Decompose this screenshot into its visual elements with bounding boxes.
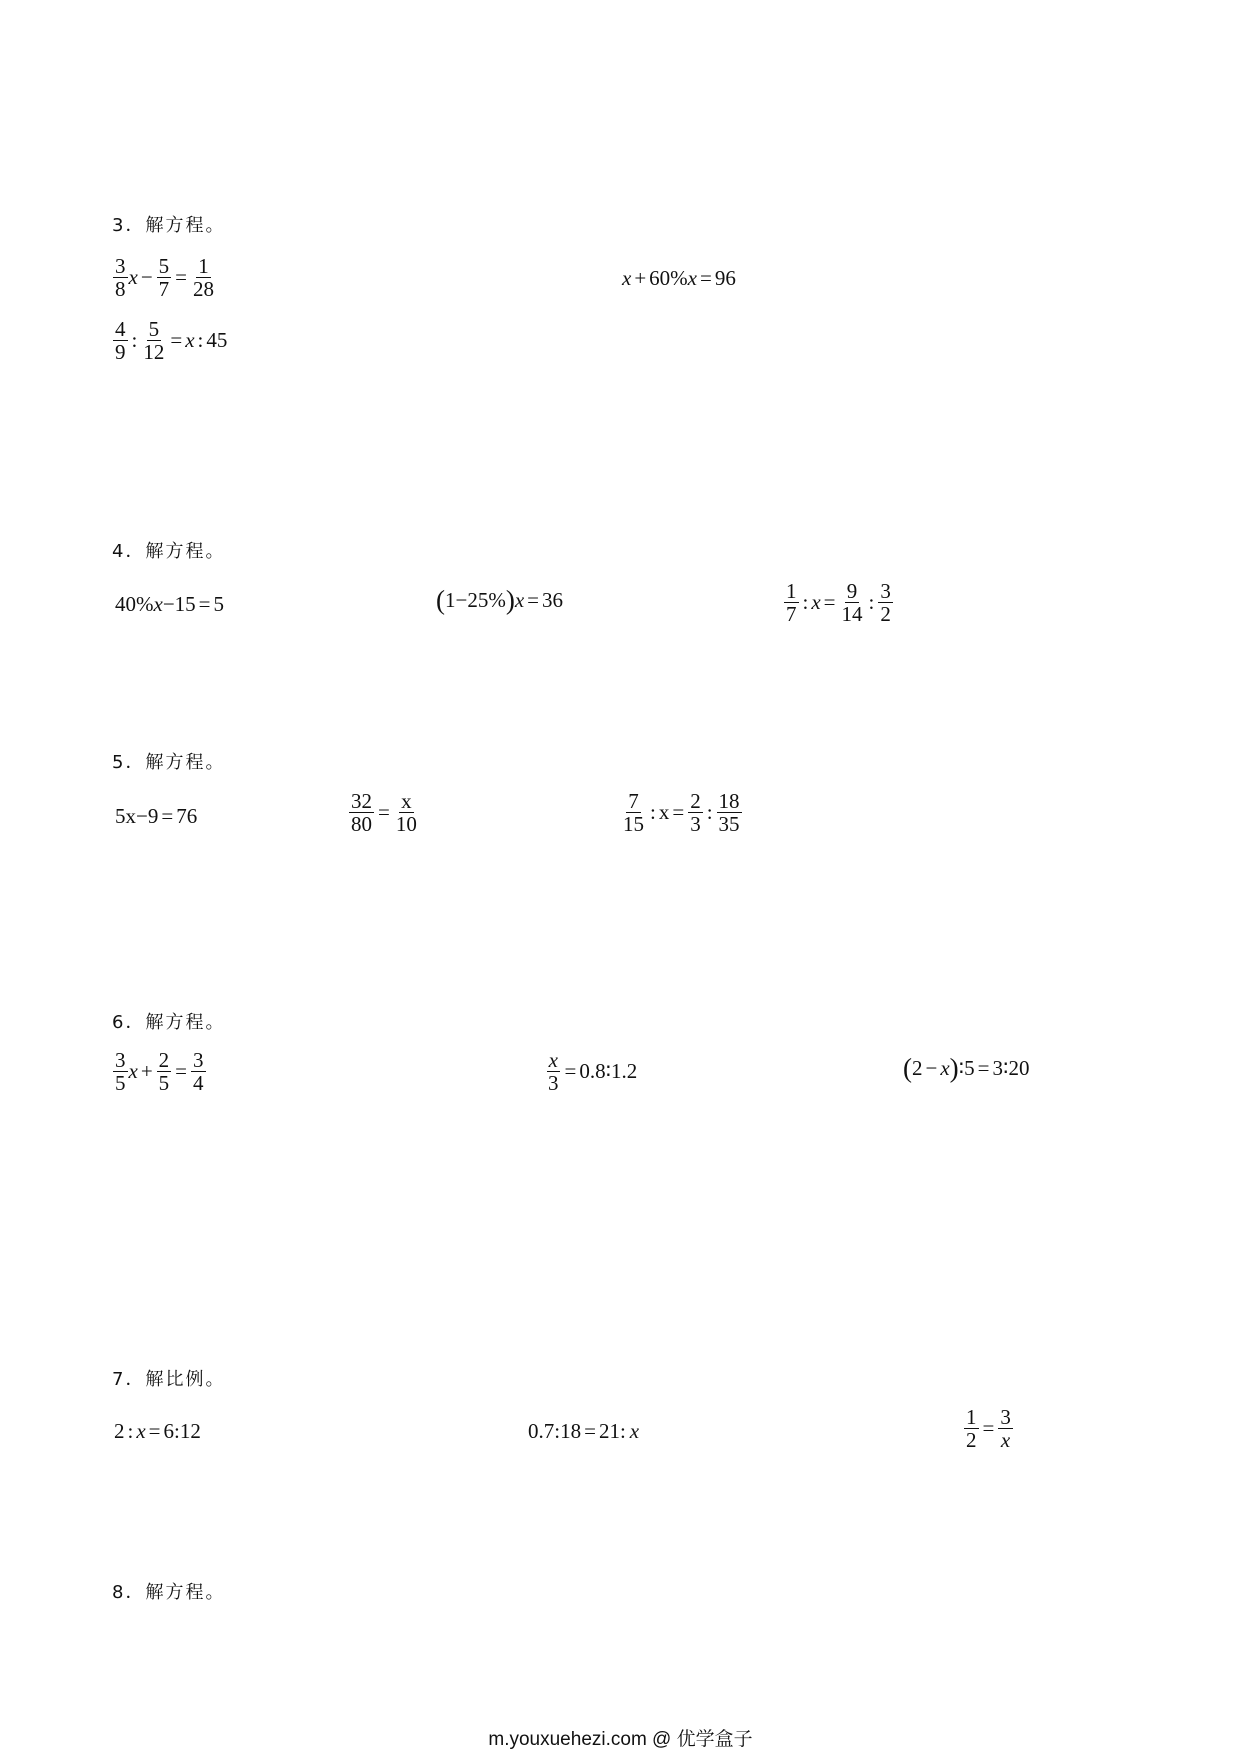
question-7-heading: 7．解比例。 <box>112 1369 226 1390</box>
q7-equation-1: 2 : x = 6:12 <box>114 1419 201 1443</box>
question-5-heading: 5．解方程。 <box>112 752 226 773</box>
q6-equation-1: $\frac{3}{5}$ x + $\frac{2}{5}$ = $\frac{3}{4}$ <box>115 1048 204 1095</box>
q6-equation-2: $\frac{x}{3}$ = 0.8∶1.2 <box>548 1048 638 1095</box>
fraction: $\frac{1}{2}$ <box>966 1405 977 1452</box>
q4-equation-3: $\frac{1}{7}$ : x = $\frac{9}{14}$ : $\frac{3}{2}$ <box>786 579 891 626</box>
question-4-heading: 4．解方程。 <box>112 541 226 562</box>
q4-equation-1: 40% x −15 = 5 <box>115 592 225 616</box>
question-8-heading: 8．解方程。 <box>112 1582 226 1603</box>
fraction: $\frac{x}{10}$ <box>395 789 417 836</box>
fraction: $\frac{4}{9}$ <box>115 317 126 364</box>
q6-equation-3: ( 2 − x ) ∶5 = 3∶20 <box>903 1053 1030 1083</box>
question-3-heading: 3．解方程。 <box>112 215 226 236</box>
question-6-heading: 6．解方程。 <box>112 1012 226 1033</box>
q4-equation-2: ( 1−25% ) x = 36 <box>436 585 564 615</box>
fraction: $\frac{3}{8}$ <box>115 254 126 301</box>
fraction: $\frac{5}{7}$ <box>158 254 170 301</box>
q7-equation-3: $\frac{1}{2}$ = $\frac{3}{x}$ <box>966 1405 1011 1452</box>
fraction: $\frac{3}{2}$ <box>880 579 891 626</box>
fraction: $\frac{3}{5}$ <box>115 1048 126 1095</box>
fraction: $\frac{2}{5}$ <box>158 1048 170 1095</box>
fraction: $\frac{9}{14}$ <box>841 579 863 626</box>
q3-equation-1: $\frac{3}{8}$ x − $\frac{5}{7}$ = $\frac{1}{28}$ <box>115 254 215 301</box>
q3-equation-3: $\frac{4}{9}$ : $\frac{5}{12}$ = x : 45 <box>115 317 228 364</box>
footer-watermark: m.youxuehezi.com @ 优学盒子 <box>488 1729 753 1750</box>
fraction: $\frac{7}{15}$ <box>623 789 644 836</box>
fraction: $\frac{3}{4}$ <box>193 1048 204 1095</box>
q5-equation-3: $\frac{7}{15}$ : x = $\frac{2}{3}$ : $\frac{18}{35}$ <box>623 789 740 836</box>
fraction: $\frac{1}{7}$ <box>786 579 797 626</box>
fraction: $\frac{32}{80}$ <box>351 789 372 836</box>
fraction: $\frac{5}{12}$ <box>143 317 165 364</box>
fraction: $\frac{2}{3}$ <box>690 789 701 836</box>
fraction: $\frac{1}{28}$ <box>193 254 215 301</box>
q5-equation-1: 5x −9 = 76 <box>115 804 198 828</box>
q3-equation-2: x + 60% x = 96 <box>622 266 736 290</box>
fraction: $\frac{18}{35}$ <box>718 789 740 836</box>
q7-equation-2: 0.7:18 = 21: x <box>528 1419 640 1443</box>
fraction: $\frac{x}{3}$ <box>548 1048 559 1095</box>
q5-equation-2: $\frac{32}{80}$ = $\frac{x}{10}$ <box>351 789 417 836</box>
fraction: $\frac{3}{x}$ <box>1000 1405 1011 1452</box>
